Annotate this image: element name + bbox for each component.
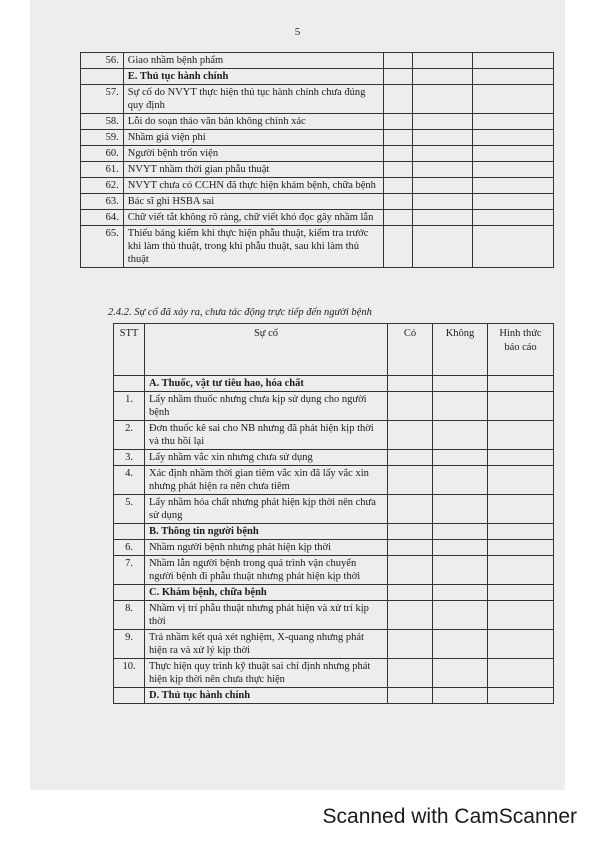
co-cell <box>388 421 433 450</box>
table-row <box>114 450 554 466</box>
report-form-cell <box>488 601 554 630</box>
incident-description: Nhầm giá viện phí <box>123 130 383 146</box>
incident-table-continued <box>80 52 554 268</box>
co-cell <box>383 194 412 210</box>
report-form-cell <box>488 540 554 556</box>
co-cell <box>388 540 433 556</box>
co-cell <box>388 585 433 601</box>
co-cell <box>388 556 433 585</box>
table-row <box>81 178 554 194</box>
incident-description: Bác sĩ ghi HSBA sai <box>123 194 383 210</box>
table-row <box>114 466 554 495</box>
khong-cell <box>433 450 488 466</box>
table-row <box>81 162 554 178</box>
co-cell <box>383 146 412 162</box>
table-header-row <box>114 324 554 376</box>
page-number: 5 <box>294 26 301 38</box>
row-number: 5. <box>114 495 145 524</box>
khong-cell <box>433 688 488 704</box>
khong-cell <box>433 556 488 585</box>
row-number: 1. <box>114 392 145 421</box>
co-cell <box>383 69 412 85</box>
co-cell <box>388 630 433 659</box>
row-number <box>114 585 145 601</box>
khong-cell <box>433 392 488 421</box>
report-form-cell <box>472 53 553 69</box>
row-number: 58. <box>81 114 124 130</box>
report-form-cell <box>472 146 553 162</box>
co-cell <box>383 210 412 226</box>
table-row <box>81 114 554 130</box>
incident-description: Người bệnh trốn viện <box>123 146 383 162</box>
table-row <box>81 146 554 162</box>
table-row <box>114 659 554 688</box>
report-form-cell <box>472 210 553 226</box>
report-form-cell <box>488 630 554 659</box>
incident-description: Lấy nhầm thuốc nhưng chưa kịp sử dụng cho người bệnh <box>145 392 388 421</box>
khong-cell <box>433 630 488 659</box>
header-co: Có <box>388 324 433 376</box>
khong-cell <box>412 210 472 226</box>
khong-cell <box>433 659 488 688</box>
table-section-row <box>114 585 554 601</box>
report-form-cell <box>472 69 553 85</box>
khong-cell <box>412 130 472 146</box>
incident-description: Giao nhầm bệnh phẩm <box>123 53 383 69</box>
header-khong: Không <box>433 324 488 376</box>
table-row <box>114 495 554 524</box>
incident-description: Trả nhầm kết quả xét nghiệm, X-quang nhưng phát hiện ra và xử lý kịp thời <box>145 630 388 659</box>
co-cell <box>388 688 433 704</box>
table-section-row <box>81 69 554 85</box>
row-number: 3. <box>114 450 145 466</box>
report-form-cell <box>488 495 554 524</box>
khong-cell <box>412 69 472 85</box>
report-form-cell <box>472 85 553 114</box>
co-cell <box>383 114 412 130</box>
report-form-cell <box>488 450 554 466</box>
report-form-cell <box>488 688 554 704</box>
row-number: 8. <box>114 601 145 630</box>
co-cell <box>383 85 412 114</box>
report-form-cell <box>488 585 554 601</box>
row-number <box>114 376 145 392</box>
incident-description: Lỗi do soạn thảo văn bản không chính xác <box>123 114 383 130</box>
table-row <box>114 601 554 630</box>
table-section-row <box>114 524 554 540</box>
khong-cell <box>412 162 472 178</box>
table-section-row <box>114 376 554 392</box>
co-cell <box>383 130 412 146</box>
khong-cell <box>433 495 488 524</box>
row-number: 6. <box>114 540 145 556</box>
khong-cell <box>433 524 488 540</box>
row-number: 4. <box>114 466 145 495</box>
table-row <box>81 226 554 268</box>
report-form-cell <box>488 392 554 421</box>
incident-description: Lấy nhầm vắc xin nhưng chưa sử dụng <box>145 450 388 466</box>
report-form-cell <box>488 466 554 495</box>
co-cell <box>383 226 412 268</box>
row-number: 10. <box>114 659 145 688</box>
row-number: 60. <box>81 146 124 162</box>
section-title: B. Thông tin người bệnh <box>145 524 388 540</box>
header-stt: STT <box>114 324 145 376</box>
table-row <box>114 556 554 585</box>
incident-description: Lấy nhầm hóa chất nhưng phát hiện kịp thời nên chưa sử dụng <box>145 495 388 524</box>
row-number <box>114 688 145 704</box>
report-form-cell <box>488 556 554 585</box>
table-row <box>81 130 554 146</box>
khong-cell <box>412 178 472 194</box>
report-form-cell <box>472 114 553 130</box>
khong-cell <box>412 114 472 130</box>
incident-description: Thiếu bảng kiểm khi thực hiện phẫu thuật, kiểm tra trước khi làm thủ thuật, trong khi phẫu thuật, sau khi làm thủ thuật <box>123 226 383 268</box>
section-title: E. Thủ tục hành chính <box>123 69 383 85</box>
table-row <box>114 630 554 659</box>
khong-cell <box>433 601 488 630</box>
report-form-cell <box>472 226 553 268</box>
table-row <box>81 85 554 114</box>
co-cell <box>383 178 412 194</box>
report-form-cell <box>472 178 553 194</box>
table-row <box>81 210 554 226</box>
co-cell <box>388 392 433 421</box>
table-row <box>81 53 554 69</box>
row-number: 61. <box>81 162 124 178</box>
khong-cell <box>433 421 488 450</box>
table-row <box>81 194 554 210</box>
co-cell <box>388 659 433 688</box>
incident-description: Nhầm lẫn người bệnh trong quá trình vận chuyển người bệnh đi phẫu thuật nhưng phát hiện kịp thời <box>145 556 388 585</box>
row-number <box>81 69 124 85</box>
co-cell <box>383 162 412 178</box>
row-number: 63. <box>81 194 124 210</box>
report-form-cell <box>488 524 554 540</box>
row-number: 56. <box>81 53 124 69</box>
row-number: 62. <box>81 178 124 194</box>
incident-description: Chữ viết tắt không rõ ràng, chữ viết khó đọc gây nhầm lẫn <box>123 210 383 226</box>
near-miss-incident-table <box>113 323 554 704</box>
khong-cell <box>412 194 472 210</box>
co-cell <box>383 53 412 69</box>
row-number: 2. <box>114 421 145 450</box>
table-row <box>114 421 554 450</box>
table-section-row <box>114 688 554 704</box>
khong-cell <box>412 85 472 114</box>
row-number: 59. <box>81 130 124 146</box>
co-cell <box>388 450 433 466</box>
khong-cell <box>433 540 488 556</box>
khong-cell <box>433 466 488 495</box>
khong-cell <box>433 376 488 392</box>
incident-description: Nhầm vị trí phẫu thuật nhưng phát hiện và xử trí kịp thời <box>145 601 388 630</box>
section-title: D. Thủ tục hành chính <box>145 688 388 704</box>
co-cell <box>388 495 433 524</box>
subsection-caption: 2.4.2. Sự cố đã xảy ra, chưa tác động trực tiếp đến người bệnh <box>108 307 372 318</box>
report-form-cell <box>488 659 554 688</box>
table-row <box>114 392 554 421</box>
section-title: C. Khám bệnh, chữa bệnh <box>145 585 388 601</box>
camscanner-watermark: Scanned with CamScanner <box>322 805 577 828</box>
co-cell <box>388 466 433 495</box>
row-number: 57. <box>81 85 124 114</box>
report-form-cell <box>488 376 554 392</box>
incident-description: Sự cố do NVYT thực hiện thủ tục hành chính chưa đúng quy định <box>123 85 383 114</box>
report-form-cell <box>472 162 553 178</box>
khong-cell <box>412 226 472 268</box>
report-form-cell <box>472 194 553 210</box>
incident-description: Nhầm người bệnh nhưng phát hiện kịp thời <box>145 540 388 556</box>
section-title: A. Thuốc, vật tư tiêu hao, hóa chất <box>145 376 388 392</box>
header-hinh-thuc-bao-cao: Hình thức báo cáo <box>488 324 554 376</box>
row-number: 7. <box>114 556 145 585</box>
incident-description: Xác định nhầm thời gian tiêm vắc xin đã lấy vắc xin nhưng phát hiện ra nên chưa tiêm <box>145 466 388 495</box>
table-row <box>114 540 554 556</box>
header-su-co: Sự cố <box>145 324 388 376</box>
khong-cell <box>412 53 472 69</box>
row-number <box>114 524 145 540</box>
incident-description: NVYT chưa có CCHN đã thực hiện khám bệnh, chữa bệnh <box>123 178 383 194</box>
report-form-cell <box>472 130 553 146</box>
khong-cell <box>412 146 472 162</box>
incident-description: NVYT nhầm thời gian phẫu thuật <box>123 162 383 178</box>
incident-description: Đơn thuốc kê sai cho NB nhưng đã phát hiện kịp thời và thu hồi lại <box>145 421 388 450</box>
row-number: 65. <box>81 226 124 268</box>
co-cell <box>388 376 433 392</box>
khong-cell <box>433 585 488 601</box>
co-cell <box>388 524 433 540</box>
co-cell <box>388 601 433 630</box>
report-form-cell <box>488 421 554 450</box>
row-number: 64. <box>81 210 124 226</box>
row-number: 9. <box>114 630 145 659</box>
incident-description: Thực hiện quy trình kỹ thuật sai chỉ định nhưng phát hiện kịp thời nên chưa thực hiện <box>145 659 388 688</box>
